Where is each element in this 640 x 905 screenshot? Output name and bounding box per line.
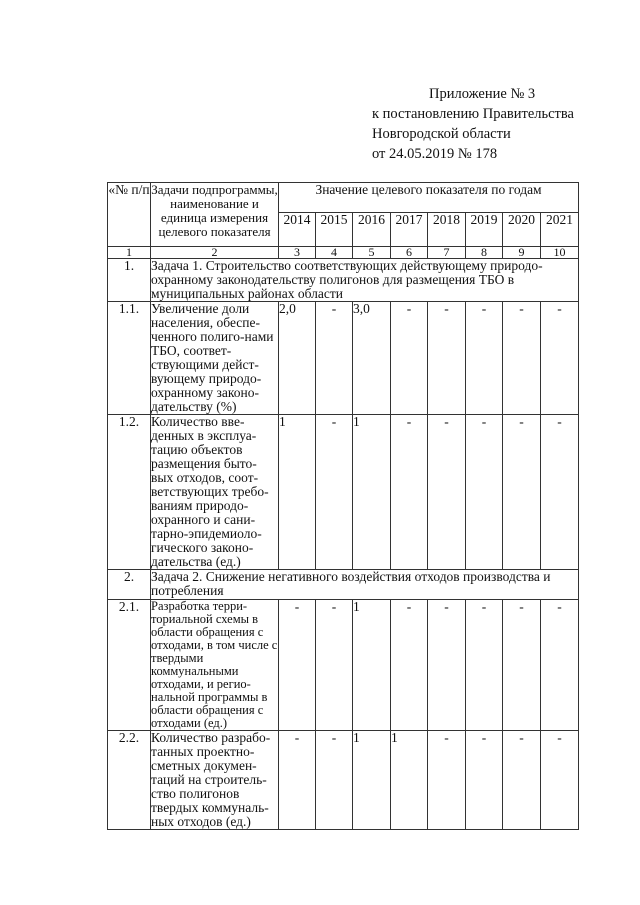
value-cell: -: [466, 302, 503, 415]
value-cell: -: [428, 302, 466, 415]
indicator-text: Количество вве-денных в эксплуа-тацию объектов размещения быто-вых отходов, соот-ветствующих требо-ваниям природо-охранного и сани-тарно-эпидемиоло-гического законо-дательства (ед.): [151, 415, 279, 570]
document-header: [372, 84, 574, 164]
column-number: 3: [279, 247, 316, 259]
indicator-text: Разработка терри-ториальной схемы в области обращения с отходами, в том числе с твердыми коммунальными отходами, и регио-нальной программы в области обращения с отходами (ед.): [151, 599, 278, 730]
indicator-text: Увеличение доли населения, обеспе-ченного полиго-нами ТБО, соответ-ствующими дейст-вующему природо-охранному законо-дательству (%): [151, 302, 279, 415]
value-cell: -: [466, 415, 503, 570]
task-row: [108, 259, 579, 302]
row-number: 1.: [108, 259, 151, 302]
value-cell: -: [316, 302, 353, 415]
value-cell: -: [279, 600, 316, 731]
appendix-region: Новгородской области: [372, 126, 511, 142]
column-number: 5: [353, 247, 391, 259]
value-cell: 1: [353, 731, 391, 830]
value-cell: -: [541, 415, 579, 570]
value-cell: 1: [353, 600, 391, 731]
value-cell: -: [503, 731, 541, 830]
table-row: [108, 302, 579, 415]
column-number: 6: [391, 247, 428, 259]
year-header: 2021: [541, 213, 579, 247]
value-cell: 3,0: [353, 302, 391, 415]
year-header: 2016: [353, 213, 391, 247]
header-task: Задачи подпрограммы, наименование и единица измерения целевого показателя: [151, 183, 279, 247]
table-row: [108, 600, 579, 731]
year-header: 2018: [428, 213, 466, 247]
value-cell: -: [466, 600, 503, 731]
task-row: [108, 570, 579, 600]
value-cell: -: [466, 731, 503, 830]
value-cell: -: [391, 415, 428, 570]
column-number: 8: [466, 247, 503, 259]
value-cell: -: [391, 302, 428, 415]
column-number: 9: [503, 247, 541, 259]
column-number: 7: [428, 247, 466, 259]
value-cell: 1: [279, 415, 316, 570]
row-number: 2.: [108, 570, 151, 600]
row-number: 1.2.: [108, 415, 151, 570]
value-cell: -: [428, 600, 466, 731]
column-number: 10: [541, 247, 579, 259]
row-number: 2.1.: [108, 600, 151, 731]
value-cell: -: [541, 600, 579, 731]
value-cell: 2,0: [279, 302, 316, 415]
column-number: 2: [151, 247, 279, 259]
task-text: Задача 2. Снижение негативного воздействия отходов производства и потребления: [151, 570, 579, 600]
value-cell: -: [428, 731, 466, 830]
value-cell: -: [503, 415, 541, 570]
header-values: Значение целевого показателя по годам: [279, 183, 579, 213]
appendix-reference: к постановлению Правительства: [372, 106, 574, 122]
column-number: 1: [108, 247, 151, 259]
year-header: 2017: [391, 213, 428, 247]
appendix-date: от 24.05.2019 № 178: [372, 146, 498, 162]
value-cell: 1: [391, 731, 428, 830]
year-header: 2020: [503, 213, 541, 247]
year-header: 2015: [316, 213, 353, 247]
task-text: Задача 1. Строительство соответствующих действующему природо-охранному законодательству полигонов для размещения ТБО в муниципальных районах области: [151, 259, 579, 302]
table-row: [108, 415, 579, 570]
row-number: 2.2.: [108, 731, 151, 830]
value-cell: -: [316, 415, 353, 570]
year-header: 2014: [279, 213, 316, 247]
value-cell: -: [316, 600, 353, 731]
value-cell: -: [316, 731, 353, 830]
value-cell: 1: [353, 415, 391, 570]
value-cell: -: [541, 302, 579, 415]
value-cell: -: [541, 731, 579, 830]
table-row: [108, 731, 579, 830]
indicator-text: Количество разрабо-танных проектно-сметных докумен-таций на строитель-ство полигонов твердых коммуналь-ных отходов (ед.): [151, 731, 279, 830]
appendix-title: Приложение № 3: [429, 86, 536, 102]
column-number: 4: [316, 247, 353, 259]
row-number: 1.1.: [108, 302, 151, 415]
value-cell: -: [279, 731, 316, 830]
value-cell: -: [391, 600, 428, 731]
value-cell: -: [428, 415, 466, 570]
target-indicators-table: [107, 182, 579, 830]
value-cell: -: [503, 302, 541, 415]
header-num: «№ п/п: [108, 183, 151, 247]
value-cell: -: [503, 600, 541, 731]
year-header: 2019: [466, 213, 503, 247]
